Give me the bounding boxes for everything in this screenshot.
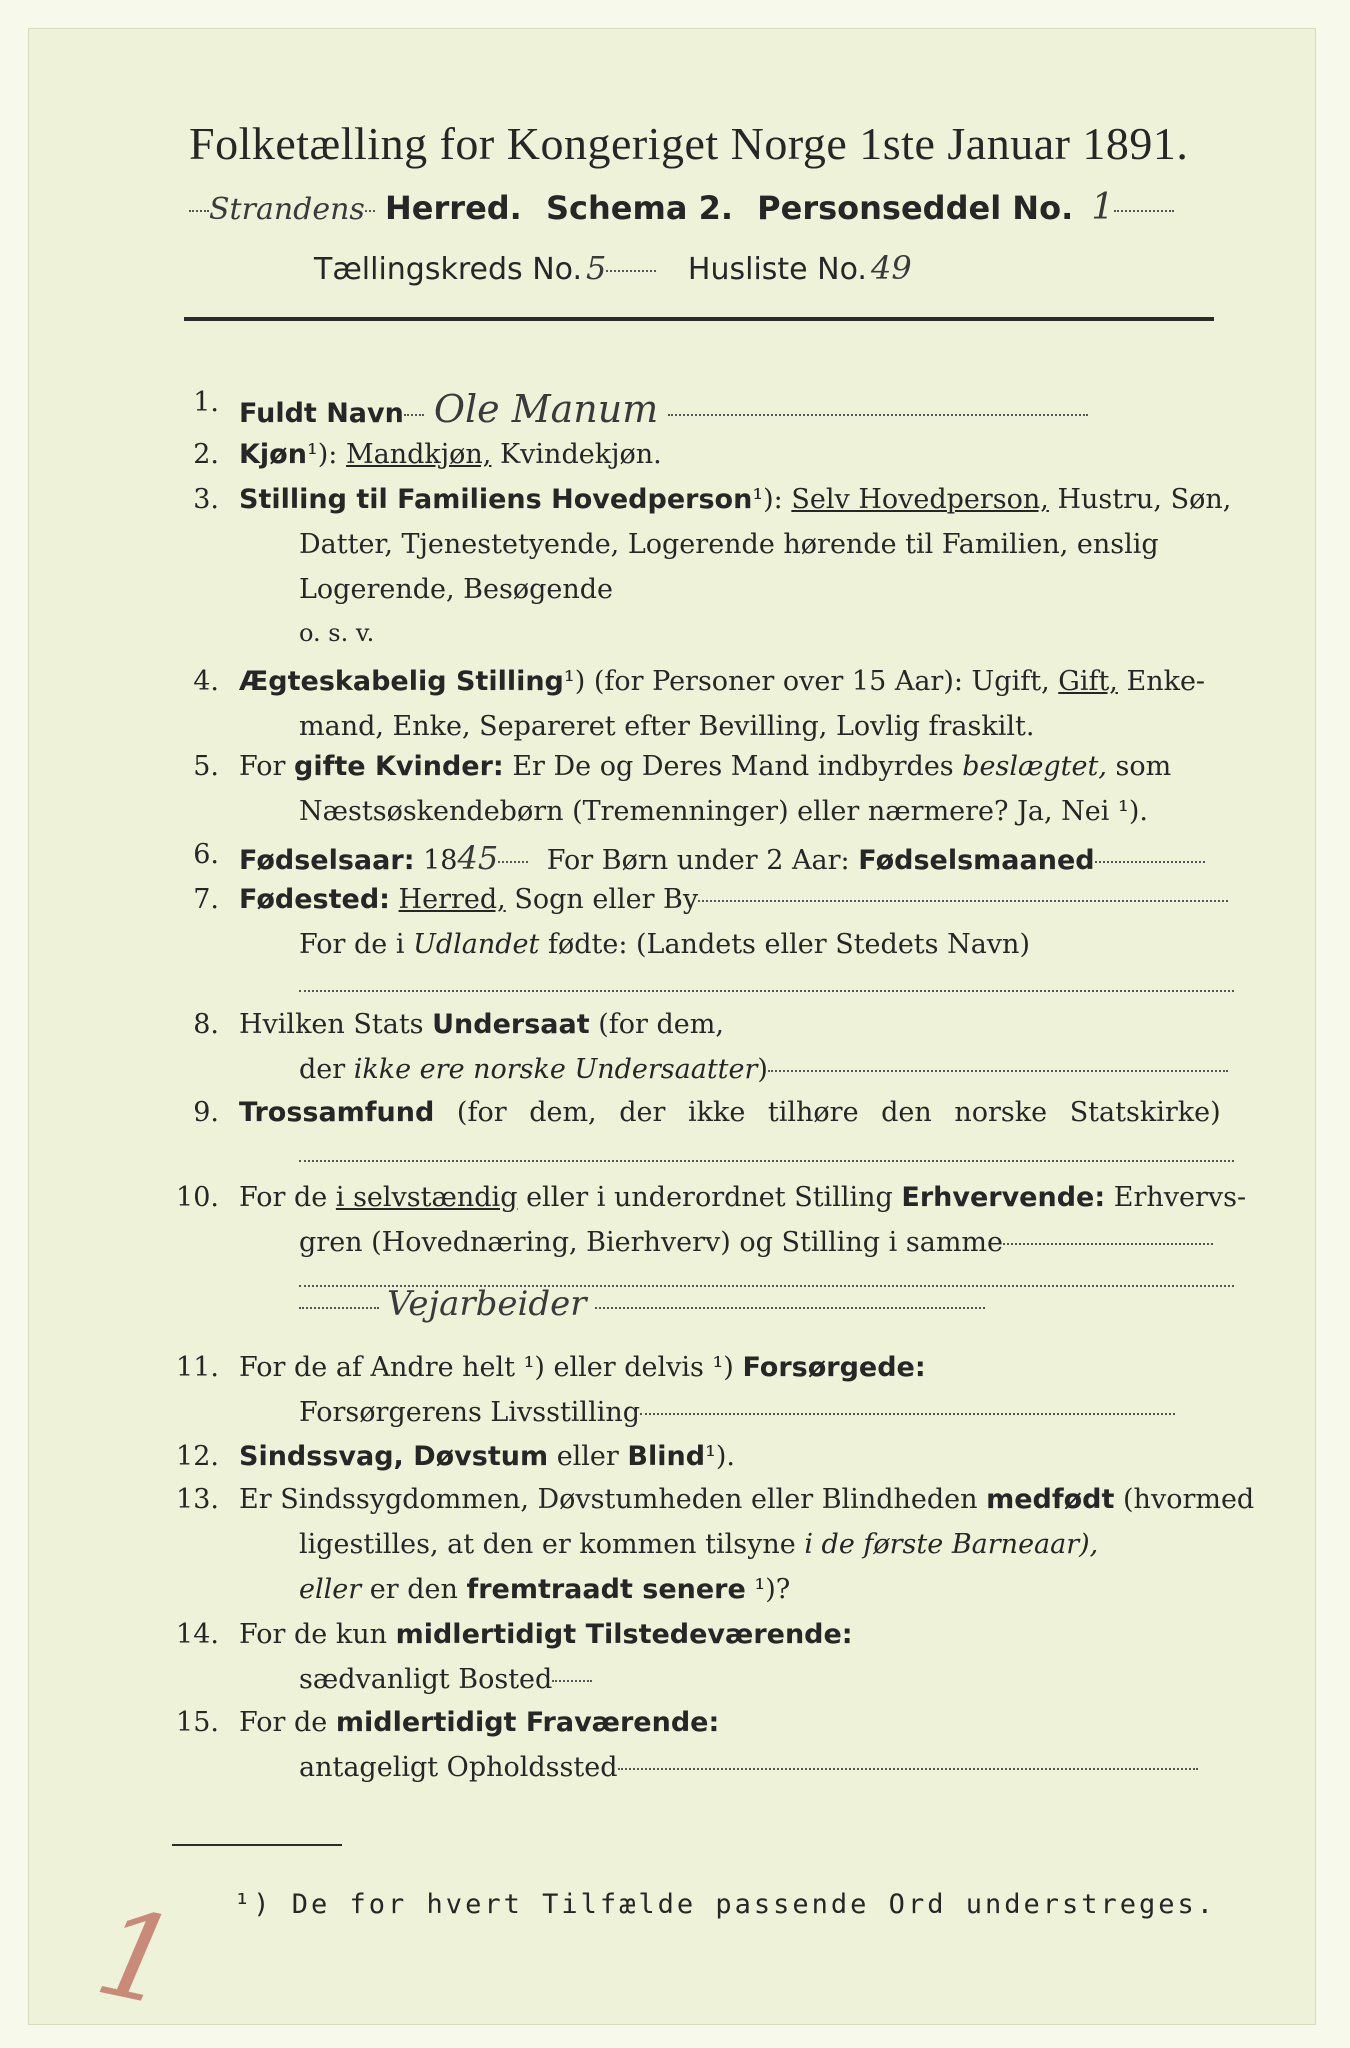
household-position-footnote-ref: ¹):	[752, 484, 783, 515]
item-7	[239, 884, 1228, 915]
item-13-line-3-mid: er den	[369, 1574, 458, 1605]
religion-label: Trossamfund	[239, 1097, 435, 1128]
item-8-line-2-italic: ikke ere norske Undersaatter	[353, 1054, 758, 1085]
item-7-line-2-pre: For de i	[299, 929, 405, 960]
item-8-line-2: der ikke ere norske Undersaatter)	[299, 1054, 1228, 1085]
item-4-number: 4.	[193, 666, 219, 697]
margin-pencil-mark: 1	[85, 1882, 189, 2035]
item-5-prefix: For	[239, 751, 286, 782]
census-form	[28, 28, 1316, 2035]
item-10	[239, 1182, 1246, 1213]
husliste-label: Husliste No.	[687, 252, 867, 287]
item-13-line-2-italic: i de første Barneaar),	[804, 1529, 1099, 1560]
birth-year-label: Fødselsaar:	[239, 845, 415, 876]
item-10-pre: For de	[239, 1182, 328, 1213]
item-12-number: 12.	[176, 1441, 219, 1472]
item-3-number: 3.	[193, 484, 219, 515]
item-11-number: 11.	[176, 1352, 219, 1383]
item-13-line-2	[299, 1529, 1098, 1560]
item-7-line-2-italic: Udlandet	[413, 929, 540, 960]
husliste-value: 49	[870, 249, 912, 287]
occupation-value: Vejarbeider	[387, 1284, 587, 1324]
item-8	[239, 1009, 724, 1040]
item-12-footnote-ref: ¹).	[705, 1441, 736, 1472]
birth-month-label: Fødselsmaaned	[858, 845, 1095, 876]
item-9-blank-line	[299, 1144, 1234, 1175]
birthplace-options: Sogn eller By	[514, 884, 699, 915]
sex-option-male: Mandkjøn,	[346, 439, 492, 470]
item-13-line-3-post: ¹)?	[754, 1574, 791, 1605]
item-13-line-3	[299, 1574, 790, 1605]
item-13-text-2: (hvormed	[1123, 1484, 1255, 1515]
item-8-line-2-pre: der	[299, 1054, 346, 1085]
item-10-post: Erhvervs-	[1113, 1182, 1247, 1213]
item-3-line-3: Logerende, Besøgende	[299, 574, 613, 605]
later-onset-label: fremtraadt senere	[466, 1574, 746, 1605]
item-7-blank-line	[299, 974, 1234, 1005]
item-13	[239, 1484, 1254, 1515]
marital-status-label: Ægteskabelig Stilling	[239, 666, 564, 697]
item-3-line-4: o. s. v.	[299, 619, 375, 647]
item-5-italic: beslægtet,	[962, 751, 1107, 782]
disability-label: Sindssvag, Døvstum	[239, 1441, 549, 1472]
header-line-2	[189, 187, 1174, 228]
item-14-line-2-text: sædvanligt Bosted	[299, 1664, 553, 1695]
item-9-number: 9.	[193, 1097, 219, 1128]
item-15	[239, 1707, 719, 1738]
item-10-line-2-text: gren (Hovednæring, Bierhverv) og Stilling i samme	[299, 1227, 1004, 1258]
item-15-line-2	[299, 1752, 1198, 1783]
item-10-number: 10.	[176, 1182, 219, 1213]
item-13-text: Er Sindssygdommen, Døvstumheden eller Blindheden	[239, 1484, 978, 1515]
sex-label: Kjøn	[239, 439, 307, 470]
kreds-label: Tællingskreds No.	[314, 252, 582, 287]
full-name-value: Ole Manum	[433, 387, 659, 431]
item-11-line-2-text: Forsørgerens Livsstilling	[299, 1397, 641, 1428]
item-14-line-2	[299, 1664, 592, 1695]
item-11-line-2	[299, 1397, 1175, 1428]
item-6-number: 6.	[193, 839, 219, 870]
item-5-text: Er De og Deres Mand indbyrdes	[512, 751, 954, 782]
item-14-pre: For de kun	[239, 1619, 387, 1650]
item-15-number: 15.	[176, 1707, 219, 1738]
item-11-text: For de af Andre helt ¹) eller delvis ¹)	[239, 1352, 734, 1383]
occupation-selected: i selvstændig	[335, 1182, 518, 1213]
sex-footnote-ref: ¹):	[306, 439, 338, 470]
sex-option-female: Kvindekjøn.	[500, 439, 662, 470]
item-1-number: 1.	[193, 387, 219, 418]
birth-year-value: 45	[457, 839, 499, 877]
item-10-line-2	[299, 1227, 1213, 1258]
footnote: ¹) De for hvert Tilfælde passende Ord understreges.	[234, 1889, 1217, 1920]
temporary-absent-label: midlertidigt Fraværende:	[335, 1707, 720, 1738]
item-6	[239, 839, 1205, 877]
item-5-text-2: som	[1115, 751, 1172, 782]
birth-month-text: For Børn under 2 Aar:	[546, 845, 850, 876]
item-11	[239, 1352, 926, 1383]
item-3-line-2: Datter, Tjenestetyende, Logerende hørende til Familien, enslig	[299, 529, 1159, 560]
item-12	[239, 1441, 735, 1472]
occupation-label: Erhvervende:	[901, 1182, 1106, 1213]
item-5-number: 5.	[193, 751, 219, 782]
item-4	[239, 666, 1205, 697]
item-7-number: 7.	[193, 884, 219, 915]
item-14-number: 14.	[176, 1619, 219, 1650]
birth-year-prefix: 18	[423, 845, 458, 876]
item-2	[239, 439, 662, 470]
herred-label: Herred.	[385, 189, 522, 227]
marital-status-options-1: (for Personer over 15 Aar): Ugift,	[593, 666, 1050, 697]
birthplace-selected: Herred,	[398, 884, 506, 915]
kreds-value: 5	[586, 249, 607, 287]
item-5-line-2: Næstsøskendebørn (Tremenninger) eller nærmere? Ja, Nei ¹).	[299, 796, 1148, 827]
congenital-label: medfødt	[986, 1484, 1115, 1515]
item-10-mid: eller i underordnet Stilling	[526, 1182, 893, 1213]
item-1	[239, 387, 1088, 431]
marital-status-selected: Gift,	[1058, 666, 1118, 697]
item-9	[239, 1097, 1221, 1128]
item-8-pre: Hvilken Stats	[239, 1009, 424, 1040]
birthplace-label: Fødested:	[239, 884, 390, 915]
header-line-3	[314, 249, 912, 287]
item-5	[239, 751, 1171, 782]
item-8-number: 8.	[193, 1009, 219, 1040]
item-4-line-2: mand, Enke, Separeret efter Bevilling, Lovlig fraskilt.	[299, 711, 1035, 742]
marital-status-footnote-ref: ¹)	[563, 666, 586, 697]
item-14	[239, 1619, 853, 1650]
herred-value: Strandens	[209, 192, 365, 227]
item-13-number: 13.	[176, 1484, 219, 1515]
item-12-mid: eller	[556, 1441, 619, 1472]
occupation-value-line	[299, 1284, 985, 1324]
form-title: Folketælling for Kongeriget Norge 1ste Januar 1891.	[189, 118, 1189, 169]
item-7-line-2	[299, 929, 1030, 960]
item-15-pre: For de	[239, 1707, 328, 1738]
item-13-line-2-pre: ligestilles, at den er kommen tilsyne	[299, 1529, 796, 1560]
citizenship-label: Undersaat	[432, 1009, 590, 1040]
household-position-options: Hustru, Søn,	[1057, 484, 1232, 515]
item-3	[239, 484, 1231, 515]
footnote-rule	[172, 1844, 342, 1846]
item-9-text: (for dem, der ikke tilhøre den norske Statskirke)	[456, 1097, 1221, 1128]
household-position-label: Stilling til Familiens Hovedperson	[239, 484, 753, 515]
item-8-post: (for dem,	[598, 1009, 724, 1040]
marital-status-options-2: Enke-	[1126, 666, 1206, 697]
item-7-line-2-post: fødte: (Landets eller Stedets Navn)	[547, 929, 1030, 960]
personseddel-label: Personseddel No.	[757, 189, 1074, 227]
temporary-present-label: midlertidigt Tilstedeværende:	[395, 1619, 853, 1650]
household-position-selected: Selv Hovedperson,	[791, 484, 1049, 515]
full-name-label: Fuldt Navn	[239, 398, 404, 429]
blind-label: Blind	[627, 1441, 706, 1472]
item-2-number: 2.	[193, 439, 219, 470]
header-rule	[184, 317, 1214, 321]
schema-label: Schema 2.	[546, 189, 733, 227]
item-15-line-2-text: antageligt Opholdssted	[299, 1752, 618, 1783]
dependents-label: Forsørgede:	[742, 1352, 926, 1383]
personseddel-value: 1	[1091, 187, 1115, 228]
item-13-line-3-italic: eller	[299, 1574, 362, 1605]
married-women-label: gifte Kvinder:	[294, 751, 504, 782]
